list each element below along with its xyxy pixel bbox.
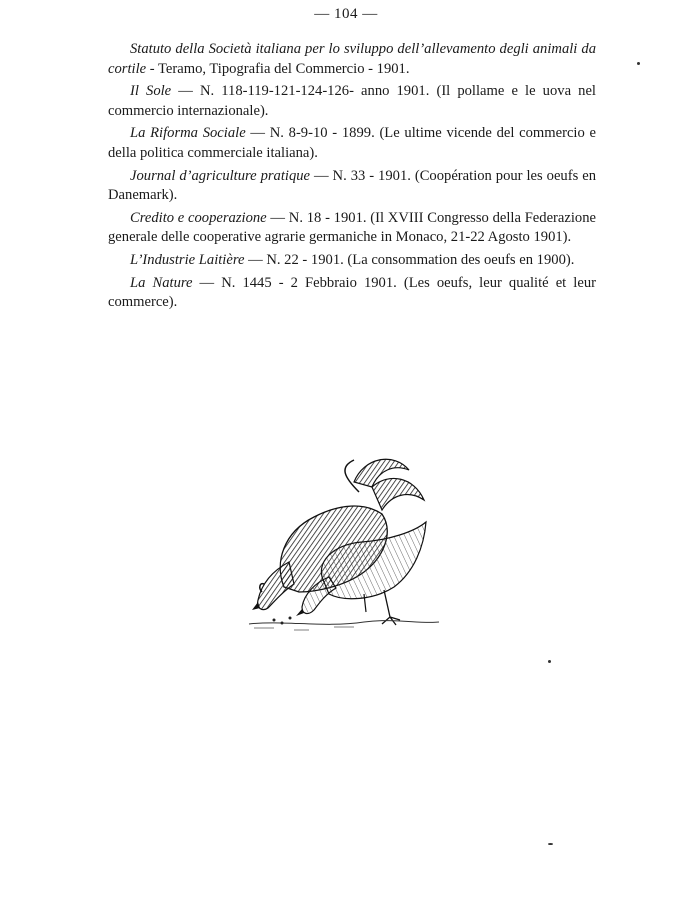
reference-title: Journal d’agriculture pratique: [130, 167, 311, 184]
reference-details: — N. 18 - 1901. (Il XVIII Congresso della Federazione generale delle cooperative agrarie germaniche in Monaco, 21-22 Agosto 1901).: [108, 209, 597, 246]
print-speck: [637, 62, 640, 65]
reference-details: — N. 8-9-10 - 1899. (Le ultime vicende del commercio e della politica commerciale italiana).: [108, 125, 596, 161]
reference-title: La Nature: [130, 274, 193, 291]
reference-entry: [108, 82, 596, 121]
reference-entry: [108, 40, 596, 79]
reference-title: L’Industrie Laitière: [130, 251, 245, 268]
reference-entry: [108, 124, 596, 163]
reference-title: Il Sole: [130, 83, 172, 100]
reference-entry: [108, 209, 596, 248]
rooster-and-hen-engraving-icon: [244, 452, 444, 642]
reference-details: — N. 33 - 1901. (Coopération pour les oeufs en Danemark).: [108, 167, 596, 204]
print-speck: [548, 843, 553, 845]
reference-details: — N. 1445 - 2 Febbraio 1901. (Les oeufs, leur qualité et leur commerce).: [108, 274, 596, 311]
bibliography: [108, 40, 596, 316]
page-number: — 104 —: [314, 6, 378, 22]
reference-entry: [108, 167, 596, 206]
reference-details: — N. 22 - 1901. (La consommation des oeufs en 1900).: [244, 251, 575, 268]
reference-title: Credito e cooperazione: [130, 209, 267, 226]
reference-details: - Teramo, Tipografia del Commercio - 1901.: [146, 60, 410, 77]
reference-entry: [108, 251, 596, 271]
reference-title: La Riforma Sociale: [130, 125, 246, 142]
reference-entry: [108, 274, 596, 313]
reference-title: Statuto della Società italiana per lo sviluppo dell’allevamento degli animali da cortile: [108, 41, 596, 77]
print-speck: [548, 660, 551, 663]
reference-details: — N. 118-119-121-124-126- anno 1901. (Il pollame e le uova nel commercio internazionale).: [108, 83, 596, 119]
